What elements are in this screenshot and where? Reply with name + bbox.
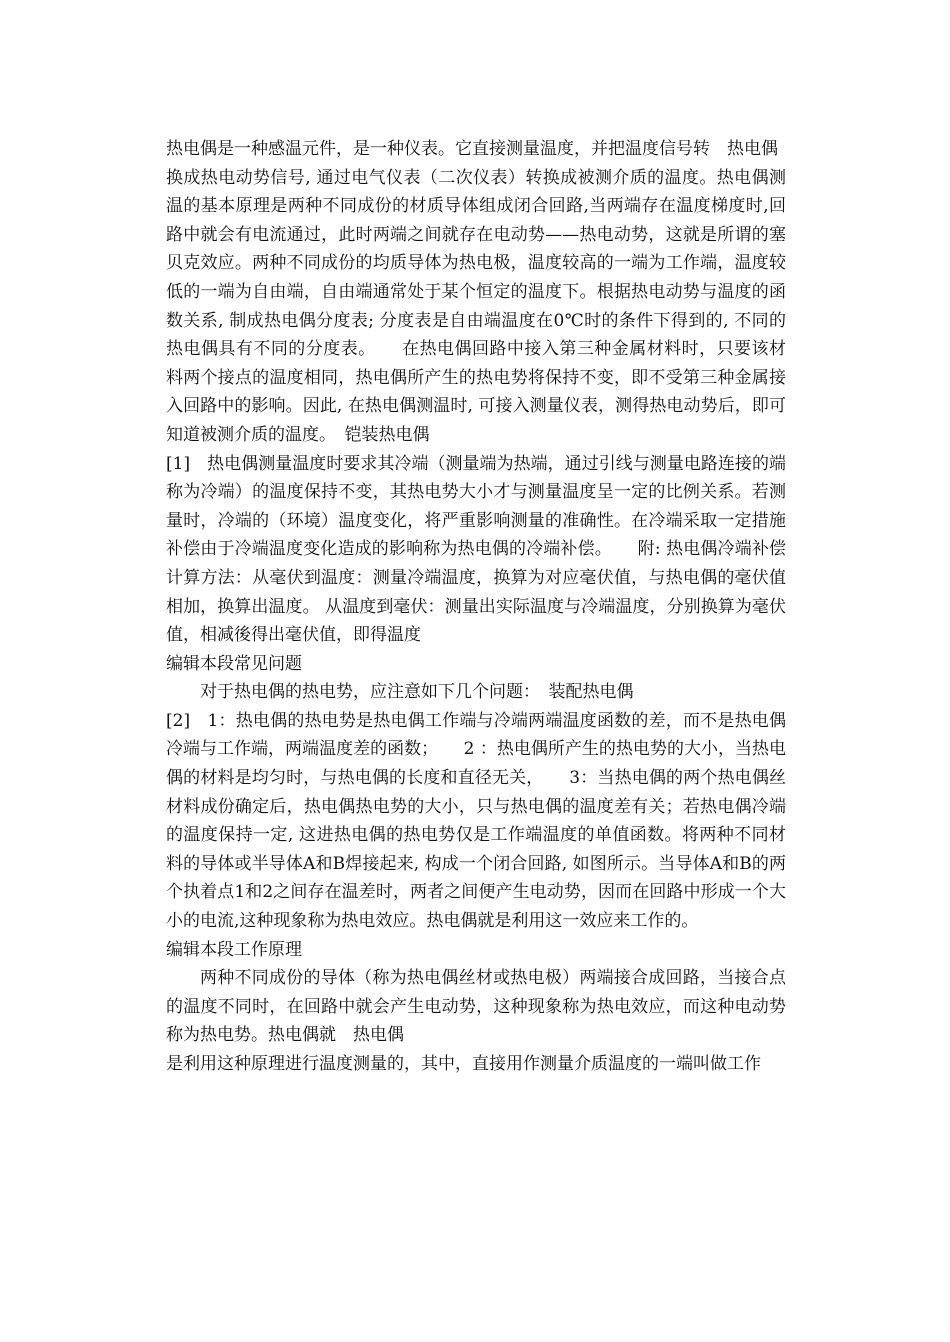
document-body (166, 135, 786, 1079)
paragraph-cold-junction: [1] 热电偶测量温度时要求其冷端（测量端为热端，通过引线与测量电路连接的端称为冷端）的温度保持不变，其热电势大小才与测量温度呈一定的比例关系。若测量时，冷端的（环境）温度变化，将严重影响测量的准确性。在冷端采取一定措施补偿由于冷端温度变化造成的影响称为热电偶的冷端补偿。 附: 热电偶冷端补偿计算方法：从毫伏到温度：测量冷端温度，换算为对应毫伏值，与热电偶的毫伏值相加，换算出温度。 从温度到毫伏：测量出实际温度与冷端温度，分别换算为毫伏值，相减後得出毫伏值，即得温度 (166, 453, 786, 646)
section-heading-working-principle: 编辑本段工作原理 (166, 939, 302, 960)
paragraph-principle: 换成热电动势信号, 通过电气仪表（二次仪表）转换成被测介质的温度。热电偶测温的基本原理是两种不同成份的材质导体组成闭合回路,当两端存在温度梯度时,回路中就会有电流通过，此时两端之间就存在电动势——热电动势，这就是所谓的塞贝克效应。两种不同成份的均质导体为热电极，温度较高的一端为工作端，温度较低的一端为自由端，自由端通常处于某个恒定的温度下。根据热电动势与温度的函数关系, 制成热电偶分度表; 分度表是自由端温度在0℃时的条件下得到的, 不同的热电偶具有不同的分度表。 在热电偶回路中接入第三种金属材料时，只要该材料两个接点的温度相同，热电偶所产生的热电势将保持不变，即不受第三种金属接入回路中的影响。因此, 在热电偶测温时, 可接入测量仪表，测得热电动势后，即可知道被测介质的温度。 铠装热电偶 (166, 167, 786, 445)
paragraph-working-principle: 两种不同成份的导体（称为热电偶丝材或热电极）两端接合成回路，当接合点的温度不同时，在回路中就会产生电动势，这种现象称为热电效应，而这种电动势称为热电势。热电偶就 热电偶 (166, 968, 786, 1046)
paragraph-issues-intro: 对于热电偶的热电势，应注意如下几个问题： 装配热电偶 (200, 682, 634, 703)
section-heading-common-issues: 编辑本段常见问题 (166, 653, 302, 674)
paragraph-intro: 热电偶是一种感温元件，是一种仪表。它直接测量温度，并把温度信号转 热电偶 (166, 139, 778, 159)
paragraph-issues-list: [2] 1：热电偶的热电势是热电偶工作端与冷端两端温度函数的差，而不是热电偶冷端与工作端，两端温度差的函数； 2 ：热电偶所产生的热电势的大小，当热电偶的材料是均匀时，与热电偶的长度和直径无关， 3：当热电偶的两个热电偶丝材料成份确定后，热电偶热电势的大小，只与热电偶的温度差有关；若热电偶冷端的温度保持一定, 这进热电偶的热电势仅是工作端温度的单值函数。将两种不同材料的导体或半导体A和B焊接起来, 构成一个闭合回路, 如图所示。当导体A和B的两个执着点1和2之间存在温差时，两者之间便产生电动势，因而在回路中形成一个大小的电流,这种现象称为热电效应。热电偶就是利用这一效应来工作的。 (166, 710, 786, 932)
paragraph-measurement-end: 是利用这种原理进行温度测量的，其中，直接用作测量介质温度的一端叫做工作 (166, 1054, 761, 1074)
